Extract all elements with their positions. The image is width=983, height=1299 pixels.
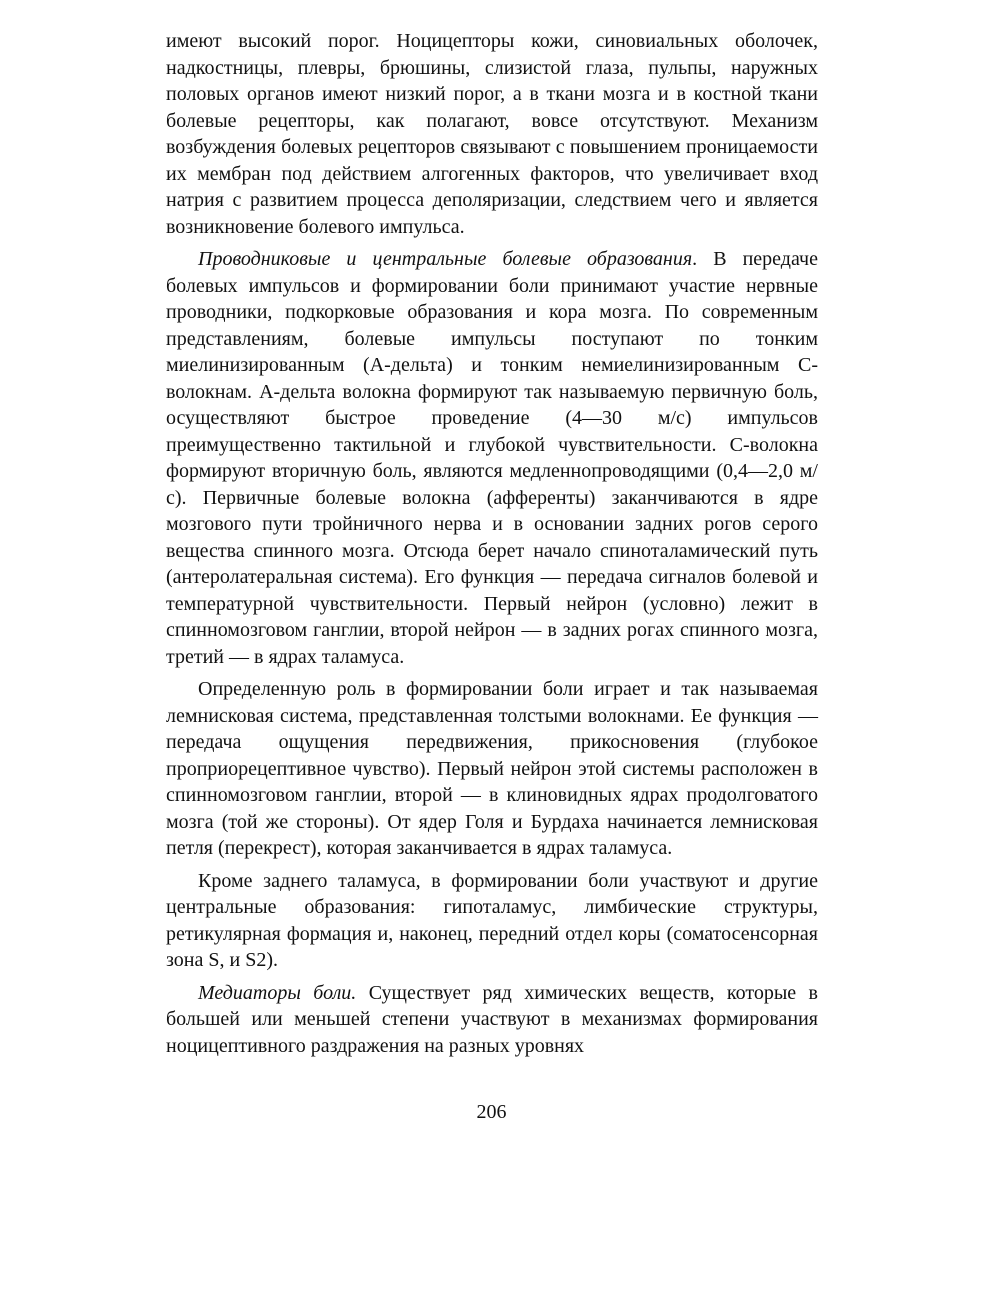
- paragraph-3: [166, 676, 818, 862]
- paragraph-4: [166, 868, 818, 974]
- paragraph-5-text: Существует ряд химических веществ, которые в большей или меньшей степени участвуют в механизмах формирования ноцицептивного раздражения на разных уровнях: [166, 981, 818, 1057]
- paragraph-5-lead: Медиаторы боли.: [198, 981, 357, 1004]
- paragraph-5: [166, 980, 818, 1060]
- page-number: 206: [476, 1101, 507, 1123]
- paragraph-2: [166, 246, 818, 670]
- paragraph-1-text: имеют высокий порог. Ноцицепторы кожи, синовиальных оболочек, надкостницы, плевры, брюшины, слизистой глаза, пульпы, наружных половых органов имеют низкий порог, а в ткани мозга и в костной ткани болевые рецепторы, как полагают, вовсе отсутствуют. Механизм возбуждения болевых рецепторов связывают с повышением проницаемости их мембран под действием алгогенных факторов, что увеличивает вход натрия с развитием процесса деполяризации, следствием чего и является возникновение болевого импульса.: [166, 30, 818, 238]
- paragraph-4-text: Кроме заднего таламуса, в формировании боли участвуют и другие центральные образования: гипоталамус, лимбические структуры, ретикулярная формация и, наконец, передний отдел коры (соматосенсорная зона S, и S2).: [166, 869, 818, 971]
- paragraph-2-lead: Проводниковые и центральные болевые образования: [198, 248, 693, 270]
- paragraph-1: [166, 28, 818, 240]
- paragraph-3-text: Определенную роль в формировании боли играет и так называемая лемнисковая система, представленная толстыми волокнами. Ее функция — передача ощущения передвижения, прикосновения (глубокое проприорецептивное чувство). Первый нейрон этой системы расположен в спинномозговом ганглии, второй — в клиновидных ядрах продолговатого мозга (той же стороны). От ядер Голя и Бурдаха начинается лемнисковая петля (перекрест), которая заканчивается в ядрах таламуса.: [166, 678, 818, 859]
- paragraph-2-text: . В передаче болевых импульсов и формировании боли принимают участие нервные проводники, подкорковые образования и кора мозга. По современным представлениям, болевые импульсы поступают по тонким миелинизированным (А-дельта) и тонким немиелинизированным С-волокнам. А-дельта волокна формируют так называемую первичную боль, осуществляют быстрое проведение (4—30 м/с) импульсов преимущественно тактильной и глубокой чувствительности. С-волокна формируют вторичную боль, являются медленнопроводящими (0,4—2,0 м/с). Первичные болевые волокна (афференты) заканчиваются в ядре мозгового пути тройничного нерва и в основании задних рогов серого вещества спинного мозга. Отсюда берет начало спиноталамический путь (антеролатеральная система). Его функция — передача сигналов болевой и температурной чувствительности. Первый нейрон (условно) лежит в спинномозговом ганглии, второй нейрон — в задних рогах спинного мозга, третий — в ядрах таламуса.: [166, 248, 818, 668]
- page-body: [166, 28, 818, 1065]
